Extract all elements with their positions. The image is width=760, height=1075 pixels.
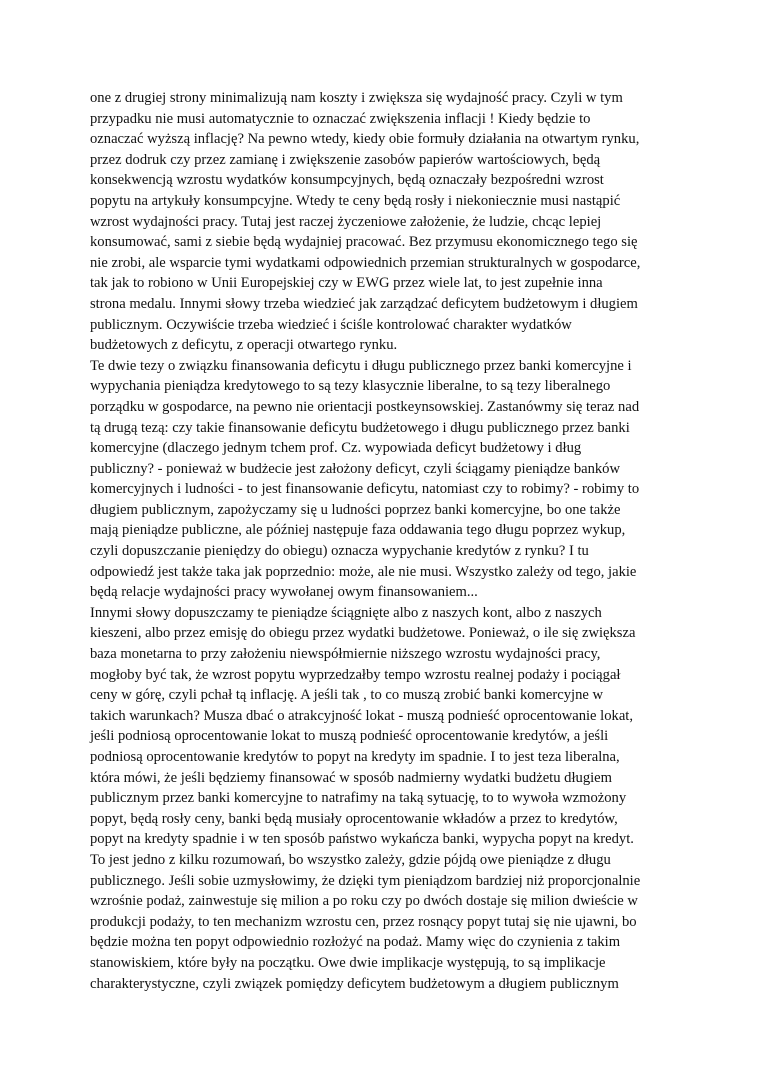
text-line: konsekwencją wzrostu wydatków konsumpcyjnych, będą oznaczały bezpośredni wzrost — [90, 172, 604, 189]
text-line: publicznego. Jeśli sobie uzmysłowimy, że dzięki tym pieniądzom bardziej niż proporcjonalnie — [90, 872, 641, 889]
text-line: baza monetarna to przy założeniu niewspółmiernie niższego wzrostu wydajności pracy, — [90, 646, 601, 663]
text-line: nie zrobi, ale wsparcie tymi wydatkami odpowiednich przemian strukturalnych w gospodarce, — [90, 254, 641, 271]
text-line: będzie można ten popyt odpowiednio rozłożyć na podaż. Mamy więc do czynienia z takim — [90, 934, 621, 951]
text-line: oznaczać wyższą inflację? Na pewno wtedy, kiedy obie formuły działania na otwartym rynku, — [90, 131, 640, 148]
text-line: one z drugiej strony minimalizują nam koszty i zwiększa się wydajność pracy. Czyli w tym — [90, 90, 623, 106]
text-line: konsumować, sami z siebie będą wydajniej pracować. Bez przymusu ekonomicznego tego się — [90, 234, 638, 251]
text-line: będą relacje wydajności pracy wywołanej owym finansowaniem... — [90, 584, 478, 601]
text-line: budżetowych z deficytu, z operacji otwartego rynku. — [90, 337, 398, 354]
text-line: strona medalu. Innymi słowy trzeba wiedzieć jak zarządzać deficytem budżetowym i długiem — [90, 295, 638, 312]
text-line: mogłoby być tak, że wzrost popytu wyprzedzałby tempo wzrostu realnej podaży i pociągał — [90, 666, 621, 683]
text-line: kieszeni, albo przez emisję do obiegu przez wydatki budżetowe. Ponieważ, o ile się zwiększa — [90, 625, 636, 642]
text-line: mają pieniądze publiczne, ale później następuje faza oddawania tego długu poprzez wykup, — [90, 522, 626, 539]
text-line: komercyjne (dlaczego jednym tchem prof. Cz. wypowiada deficyt budżetowy i dług — [90, 440, 582, 457]
text-line: produkcji podaży, to ten mechanizm wzrostu cen, przez rosnący popyt tutaj się nie ujawni, bo — [90, 913, 637, 930]
text-line: popyt na kredyty spadnie i w ten sposób państwo wykańcza banki, wypycha popyt na kredyt. — [90, 831, 634, 848]
text-line: publicznym. Oczywiście trzeba wiedzieć i ściśle kontrolować charakter wydatków — [90, 316, 572, 333]
text-line: czyli dopuszczanie pieniędzy do obiegu) oznacza wypychanie kredytów z rynku? I tu — [90, 543, 589, 560]
text-line: wypychania pieniądza kredytowego to są tezy klasycznie liberalne, to są tezy liberalnego — [90, 378, 611, 395]
text-line: tą drugą tezą: czy takie finansowanie deficytu budżetowego i długu publicznego przez banki — [90, 419, 630, 436]
text-line: komercyjnych i ludności - to jest finansowanie deficytu, natomiast czy to robimy? - robimy to — [90, 481, 640, 498]
text-line: publiczny? - ponieważ w budżecie jest założony deficyt, czyli ściągamy pieniądze banków — [90, 460, 621, 477]
paragraph-2 — [90, 356, 680, 603]
text-line: ceny w górę, czyli pchał tą inflację. A jeśli tak , to co muszą zrobić banki komercyjne w — [90, 687, 604, 704]
text-line: przez dodruk czy przez zamianę i zwiększenie zasobów papierów wartościowych, będą — [90, 151, 601, 168]
text-line: Innymi słowy dopuszczamy te pieniądze ściągnięte albo z naszych kont, albo z naszych — [90, 604, 602, 621]
text-line: popyt, będą rosły ceny, banki będą musiały oprocentowanie wkładów a przez to kredytów, — [90, 810, 618, 827]
text-line: która mówi, że jeśli będziemy finansować w sposób nadmierny wydatki budżetu długiem — [90, 769, 613, 786]
text-line: odpowiedź jest także taka jak poprzednio: może, ale nie musi. Wszystko zależy od tego, jakie — [90, 563, 637, 580]
text-line: porządku w gospodarce, na pewno nie orientacji postkeynsowskiej. Zastanówmy się teraz nad — [90, 398, 640, 415]
text-line: To jest jedno z kilku rozumowań, bo wszystko zależy, gdzie pójdą owe pieniądze z długu — [90, 851, 611, 868]
text-line: popytu na artykuły konsumpcyjne. Wtedy te ceny będą rosły i niekoniecznie musi nastąpić — [90, 192, 621, 209]
paragraph-3 — [90, 603, 680, 994]
text-line: charakterystyczne, czyli związek pomiędzy deficytem budżetowym a długiem publicznym — [90, 975, 619, 992]
text-line: tak jak to robiono w Unii Europejskiej czy w EWG przez wiele lat, to jest zupełnie inna — [90, 275, 603, 292]
text-line: jeśli podniosą oprocentowanie lokat to muszą podnieść oprocentowanie kredytów, a jeśli — [90, 728, 609, 745]
text-line: przypadku nie musi automatycznie to oznaczać zwiększenia inflacji ! Kiedy będzie to — [90, 110, 591, 127]
paragraph-1 — [90, 88, 680, 356]
text-line: długiem publicznym, zapożyczamy się u ludności poprzez banki komercyjne, bo one także — [90, 501, 621, 518]
text-line: wzrośnie podaż, zainwestuje się milion a po roku czy po dwóch dostaje się milion dwieście w — [90, 893, 638, 910]
text-line: Te dwie tezy o związku finansowania deficytu i długu publicznego przez banki komercyjne i — [90, 357, 632, 374]
document-page — [90, 88, 680, 994]
text-line: stanowiskiem, które były na początku. Owe dwie implikacje występują, to są implikacje — [90, 954, 606, 971]
text-line: wzrost wydajności pracy. Tutaj jest raczej życzeniowe założenie, że ludzie, chcąc lepiej — [90, 213, 602, 230]
text-line: publicznym przez banki komercyjne to natrafimy na taką sytuację, to to wywoła wzmożony — [90, 790, 627, 807]
text-line: podniosą oprocentowanie kredytów to popyt na kredyty im spadnie. I to jest teza liberalna, — [90, 749, 620, 765]
text-line: takich warunkach? Musza dbać o atrakcyjność lokat - muszą podnieść oprocentowanie lokat, — [90, 707, 634, 724]
